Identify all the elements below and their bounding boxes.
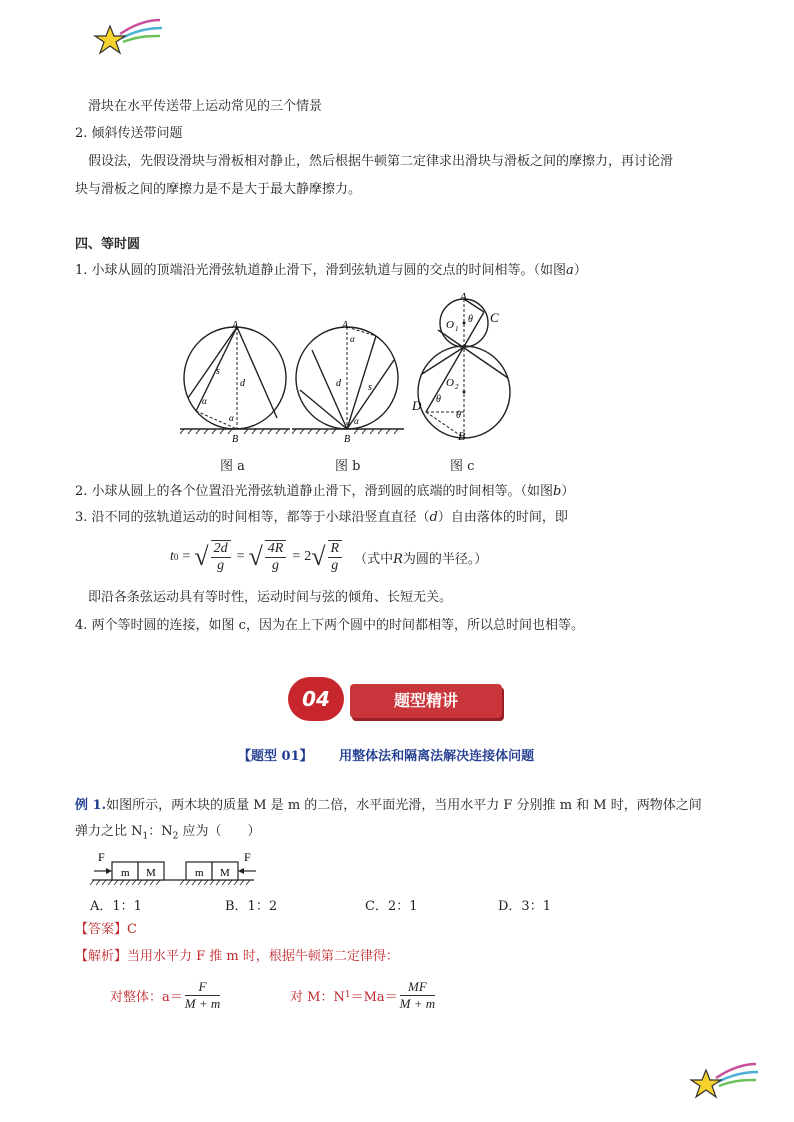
label-c-O2: O <box>446 377 454 389</box>
star-decoration-top <box>90 14 165 60</box>
label-b-d: d <box>336 378 341 389</box>
star-decoration-bottom <box>686 1058 761 1104</box>
label-c-theta-1: θ <box>468 314 473 325</box>
blocks-figure <box>90 849 260 889</box>
section-heading: 四、等时圆 <box>75 237 141 252</box>
block-M-right: M <box>220 867 230 879</box>
question-type-heading: 【题型 01】 用整体法和隔离法解决连接体问题 <box>238 749 535 764</box>
section-item-2: 2. 小球从圆上的各个位置沿光滑弦轨道静止滑下，滑到圆的底端的时间相等。（如图b） <box>75 484 575 499</box>
intro-paragraph-2: 块与滑板之间的摩擦力是不是大于最大静摩擦力。 <box>75 182 362 197</box>
option-b[interactable]: B．1：2 <box>225 899 278 914</box>
label-a-B: B <box>232 434 239 443</box>
caption-fig-c: 图 c <box>450 459 475 474</box>
label-a-alpha-1: α <box>202 396 207 406</box>
label-a-alpha-2: α <box>229 413 234 423</box>
label-c-A: A <box>460 291 467 303</box>
intro-line: 滑块在水平传送带上运动常见的三个情景 <box>88 99 323 114</box>
option-a[interactable]: A．1：1 <box>90 899 142 914</box>
label-b-alpha-1: α <box>350 334 355 344</box>
formula-M: 对 M：N 1 ＝Ma＝ $\frac{MF}{M + m}$ <box>290 978 436 1011</box>
label-a-d: d <box>240 378 245 389</box>
force-label-left: F <box>98 850 105 864</box>
label-a-s: s <box>216 366 220 377</box>
caption-fig-b: 图 b <box>335 459 361 474</box>
label-c-O1: O <box>446 319 454 331</box>
label-c-O2-sub: 2 <box>455 383 459 391</box>
label-c-theta-3: θ <box>456 410 461 421</box>
label-a-A: A <box>232 320 239 331</box>
label-c-C: C <box>490 310 499 325</box>
example-text-1: 例 1.如图所示，两木块的质量 M 是 m 的二倍，水平面光滑，当用水平力 F 分别推 m 和 M 时，两物体之间 <box>75 798 702 813</box>
item-inclined-belt: 2. 倾斜传送带问题 <box>75 126 183 141</box>
section-item-1: 1. 小球从圆的顶端沿光滑弦轨道静止滑下，滑到弦轨道与圆的交点的时间相等。（如图a） <box>75 263 587 278</box>
label-b-B: B <box>344 434 351 443</box>
label-c-theta-2: θ <box>436 394 441 405</box>
label-c-O1-sub: 1 <box>455 325 459 333</box>
block-M-left: M <box>146 867 156 879</box>
label-b-s: s <box>368 382 372 393</box>
formula-whole: 对整体：a＝ $\frac{F}{M + m}$ <box>110 978 221 1011</box>
label-b-A: A <box>342 320 349 331</box>
section-paragraph: 即沿各条弦运动具有等时性，运动时间与弦的倾角、长短无关。 <box>88 590 453 605</box>
figure-a <box>180 318 290 443</box>
figure-c <box>408 288 520 446</box>
label-c-B: B <box>458 429 466 443</box>
figure-b <box>292 318 404 443</box>
block-m-left: m <box>121 867 130 879</box>
section-item-4: 4. 两个等时圆的连接，如图 c，因为在上下两个圆中的时间都相等，所以总时间也相等。 <box>75 618 584 633</box>
block-m-right: m <box>195 867 204 879</box>
analysis-line: 【解析】当用水平力 F 推 m 时，根据牛顿第二定律得： <box>75 949 399 964</box>
caption-fig-a: 图 a <box>220 459 245 474</box>
option-c[interactable]: C．2：1 <box>365 899 418 914</box>
intro-paragraph-1: 假设法，先假设滑块与滑板相对静止，然后根据牛顿第二定律求出滑块与滑板之间的摩擦力，再讨论滑 <box>88 154 674 169</box>
section-banner-title: 题型精讲 <box>350 684 502 718</box>
formula-t0: t 0 = √ $\frac{2d}{g}$ = √ $\frac{4R}{g}$ = 2 √ $\frac{R}{g}$ （式中R为圆的半径。） <box>170 541 488 573</box>
option-d[interactable]: D．3：1 <box>498 899 551 914</box>
example-text-2: 弹力之比 $N_1$：$N_2$ 应为（ ） <box>75 824 261 842</box>
force-label-right: F <box>244 850 251 864</box>
answer-line: 【答案】C <box>75 922 137 937</box>
section-number-badge: 04 <box>288 677 344 721</box>
label-b-alpha-2: α <box>354 416 359 426</box>
label-c-D: D <box>412 398 422 413</box>
section-item-3: 3. 沿不同的弦轨道运动的时间相等，都等于小球沿竖直直径（d）自由落体的时间，即 <box>75 510 568 525</box>
